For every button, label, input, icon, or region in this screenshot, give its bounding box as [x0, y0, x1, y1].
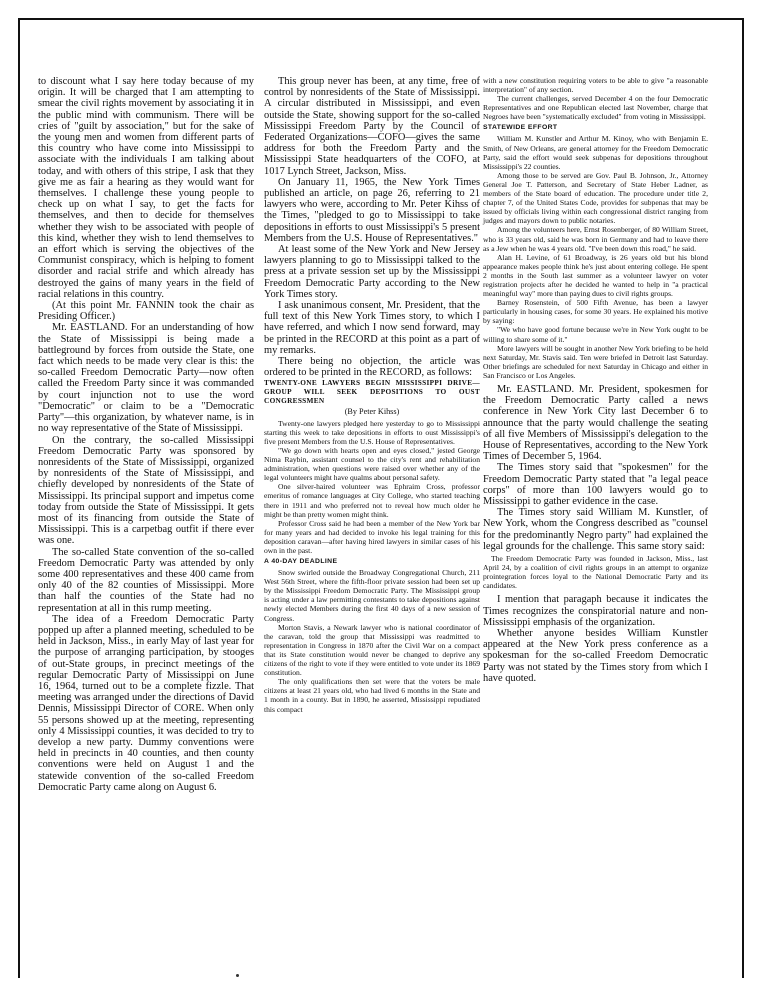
col2-paragraph: I ask unanimous consent, Mr. President, that the full text of this New York Times story, to which I have referred, and which I now send forward, may be printed in the RECORD at this point as a part of my remarks. [264, 300, 480, 356]
article-paragraph: Twenty-one lawyers pledged here yesterday to go to Mississippi starting this week to take depositions in efforts to oust Mississippi's five present Members from the U.S. House of Representatives. [264, 418, 480, 446]
article-paragraph: Among those to be served are Gov. Paul B. Johnson, Jr., Attorney General Joe T. Patterson, and Secretary of State Heber Ladner, as members of the State board of education. The procedure under title 2, chapter 7, of the United States Code, provides for subpenas that may be issued by officials living within each congressional district ranging from judges and mayors down to public notaries. [483, 170, 708, 226]
col2-paragraph: On January 11, 1965, the New York Times published an article, on page 26, referring to 21 lawyers who were, according to Mr. Peter Kihss of the Times, "pledged to go to Mississippi to take depositions in efforts to oust Mississippi's 5 present Members from the U.S. House of Representatives." [264, 176, 480, 244]
right-rule [742, 18, 744, 978]
col3-paragraph: The Times story said William M. Kunstler, of New York, whom the Congress described as "counsel for the predominantly Negro party" had explained the legal grounds for the challenge. This same story said: [483, 507, 708, 552]
column-2 [264, 76, 480, 714]
page-dot [236, 974, 239, 977]
article-paragraph: Snow swirled outside the Broadway Congregational Church, 211 West 56th Street, where the fifth-floor private session had been set up by the Mississippi Freedom Democratic Party. The Mississippi group is acting under a law permitting contestants to take depositions against newly elected Members during the first 40 days of a new session of Congress. [264, 568, 480, 623]
article-paragraph: One silver-haired volunteer was Ephraim Cross, professor emeritus of romance languages at City College, who started teaching there in 1911 and who preferred not to reveal how much older he might be than pretty women might think. [264, 482, 480, 519]
col3-paragraph: Whether anyone besides William Kunstler appeared at the New York press conference as a spokesman for the so-called Freedom Democratic Party was not stated by the Times story from which I have quoted. [483, 628, 708, 684]
article-paragraph: More lawyers will be sought in another New York briefing to be held next Saturday, Mr. Stavis said. Ten were briefed in Detroit last Saturday. Other briefings are scheduled for next Saturday in Chicago and either in San Francisco or Los Angeles. [483, 343, 708, 380]
subhead-statewide: STATEWIDE EFFORT [483, 124, 558, 132]
col1-paragraph: The so-called State convention of the so-called Freedom Democratic Party was attended by only some 400 representatives and these 400 came from only 40 of the 82 counties of Mississippi. More than half the counties of the State had no representation at all in this rump meeting. [38, 546, 254, 614]
article-paragraph: with a new constitution requiring voters to be able to give "a reasonable interpretation" of any section. [483, 76, 708, 95]
col1-paragraph: On the contrary, the so-called Mississippi Freedom Democratic Party was sponsored by nonresidents of the State of Mississippi, organized by nonresidents of the State of Mississippi, and chiefly developed by nonresidents of the State of Mississippi. Its principal support and impetus come today from outside the State of Mississippi. It gets most of its financing from outside the State of Mississippi. This is a carpetbag outfit if there ever was one. [38, 434, 254, 547]
article-paragraph: Barney Rosenstein, of 500 Fifth Avenue, has been a lawyer particularly in housing cases, for some 30 years. He explained his motive by saying: [483, 298, 708, 326]
article-paragraph: Among the volunteers here, Ernst Rosenberger, of 80 William Street, who is 33 years old, said he was born in Germany and had to leave there as a Jew when he was 4 years old. "I've been down this road," he said. [483, 225, 708, 253]
col3-paragraph: The Times story said that "spokesmen" for the Freedom Democratic Party stated that "a legal peace corps" of more than 100 lawyers would go to Mississippi to gather evidence in the case. [483, 462, 708, 508]
subhead-deadline: A 40-DAY DEADLINE [264, 558, 338, 566]
col3-paragraph: I mention that paragaph because it indicates the Times recognizes the conspiratorial nature and non-Mississippi emphasis of the organization. [483, 594, 708, 628]
col1-paragraph: The idea of a Freedom Democratic Party popped up after a planned meeting, scheduled to be held in Jackson, Miss., in early May of last year for the purpose of arranging participation, by stooges of out-State groups, in precinct meetings of the regular Democratic Party of Mississippi on June 16, 1964, turned out to be a complete fizzle. That meeting was arranged under the directions of David Dennis, Mississippi Director of CORE. When only 55 persons showed up at the meeting, representing only 4 Mississippi counties, it was decided to try to develop a new party. Dummy conventions were held in precincts in 40 counties, and then county conventions were held on August 1 and the statewide convention of the so-called Freedom Democratic Party came along on August 6. [38, 613, 254, 793]
article-byline: (By Peter Kihss) [344, 407, 400, 417]
col1-paragraph: to discount what I say here today because of my origin. It will be charged that I am attempting to smear the civil rights movement by associating it in the public mind with communism. There will be cries of "guilt by association," but for the sake of the young men and women from different parts of this country who have come into Mississippi to associate with the individuals I am talking about today, and with others of this stripe, I ask that they give me as fair a hearing as they would want for themselves. I challenge these young people to check up on what I say, to get the facts for themselves, and then to decide for themselves whether they wish to be associated with people of this kind, whether they wish to lend themselves to an effort which is serving the objectives of the Communist conspiracy, which is helping to foment disorder and racial strife and which already has destroyed the gains of many years in the field of racial relations in this country. [38, 76, 254, 300]
quoted-passage: The Freedom Democratic Party was founded in Jackson, Miss., last April 24, by a coalition of civil rights groups in an attempt to organize prointegration forces loyal to the National Democratic Party and its candidates. [483, 554, 708, 591]
col2-paragraph: There being no objection, the article was ordered to be printed in the RECORD, as follows: [264, 356, 480, 379]
column-1 [38, 76, 254, 793]
article-paragraph: William M. Kunstler and Arthur M. Kinoy, who with Benjamin E. Smith, of New Orleans, are general attorney for the Freedom Democratic Party, said the effort would seek subpenas for depositions throughout Mississippi's 22 counties. [483, 134, 708, 171]
article-paragraph: "We go down with hearts open and eyes closed," jested George Nima Raybin, assistant counsel to the city's rent and rehabilitation administration, when questions were raised over whether any of the legal volunteers might have qualms about personal safety. [264, 445, 480, 483]
left-rule [18, 18, 20, 978]
col3-paragraph: Mr. EASTLAND. Mr. President, spokesmen for the Freedom Democratic Party called a news conference in New York City last December 6 to announce that the party would challenge the seating of all five Members of Mississippi's delegation to the House of Representatives, according to the New York Times of December 5, 1964. [483, 384, 708, 463]
article-paragraph: The only qualifications then set were that the voters be male citizens at least 21 years old, who had lived 6 months in the State and 1 month in a county. But in 1890, he asserted, Mississippi repudiated this compact [264, 677, 480, 714]
col2-paragraph: This group never has been, at any time, free of control by nonresidents of the State of Mississippi. A circular distributed in Mississippi, and even outside the State, showing support for the so-called Mississippi Freedom Party by the Council of Federated Organizations—COFO—gives the same address for both the Freedom Party and the Mississippi State headquarters of the COFO, at 1017 Lynch Street, Jackson, Miss. [264, 76, 480, 177]
article-paragraph: The current challenges, served December 4 on the four Democratic Representatives and one Republican elected last November, charge that Negroes have been "systematically excluded" from voting in Mississippi. [483, 94, 708, 122]
article-paragraph: Morton Stavis, a Newark lawyer who is national coordinator of the caravan, told the group that Mississippi was readmitted to representation in Congress in 1870 after the Civil War on a compact that its State constitution would never be changed to deprive any citizens of the right to vote if they were entitled to vote under its 1869 constitution. [264, 622, 480, 678]
article-paragraph: Professor Cross said he had been a member of the New York bar for many years and had decided to invoke his legal training for this deposition caravan—after having hired lawyers in similar cases of his own in the past. [264, 518, 480, 555]
article-paragraph: "We who have good fortune because we're in New York ought to be willing to share some of it." [483, 325, 708, 344]
column-3 [483, 76, 708, 684]
col1-paragraph: Mr. EASTLAND. For an understanding of how the State of Mississippi is being made a battleground by forces from outside the State, one fact which needs to be made very clear is this: the so-called Freedom Democratic Party—now often called the Freedom Party since it was commanded by court injunction not to use the word "Democratic" or claim to be a "Democratic Party"—this organization, by whatever name, is in no way representative of the State of Mississippi. [38, 322, 254, 435]
col1-paragraph: (At this point Mr. FANNIN took the chair as Presiding Officer.) [38, 300, 254, 323]
top-rule [18, 18, 744, 20]
col2-paragraph: At least some of the New York and New Jersey lawyers planning to go to Mississippi talked to the press at a private session set up by the Mississippi Freedom Democratic Party according to the New York Times story. [264, 244, 480, 300]
article-headline: TWENTY-ONE LAWYERS BEGIN MISSISSIPPI DRIVE—GROUP WILL SEEK DEPOSITIONS TO OUST CONGRESSMEN [264, 378, 480, 406]
article-paragraph: Alan H. Levine, of 61 Broadway, is 26 years old but his blond appearance makes people think he's just about entering college. He spent 2 months in the South last summer as a volunteer lawyer on voter registration projects after he decided he wanted to help in "a practical meaningful way" more than paying dues to civil rights groups. [483, 252, 708, 299]
